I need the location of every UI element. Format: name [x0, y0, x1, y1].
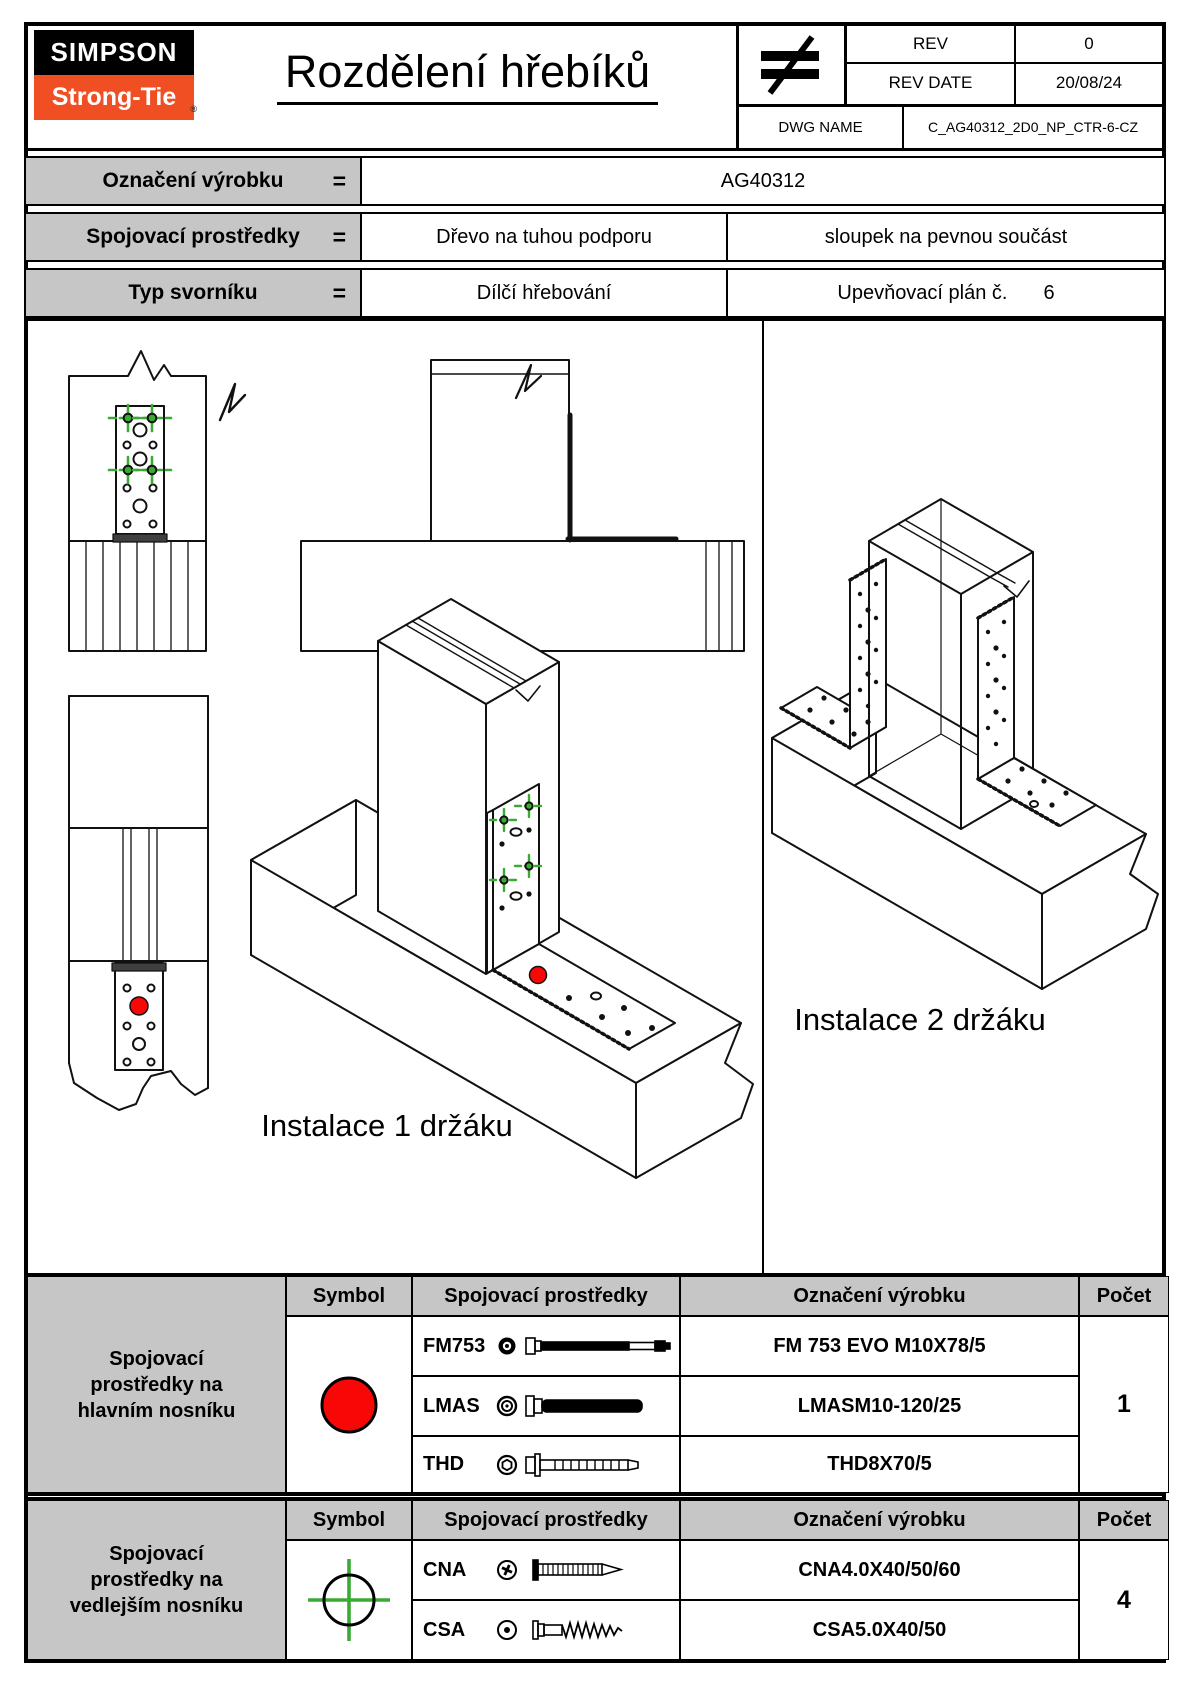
fixing-plan-number: 6 — [1043, 281, 1055, 304]
logo-simpson: SIMPSON — [34, 30, 194, 75]
csa-head-icon — [496, 1619, 518, 1641]
secondary-beam-fastener-table — [24, 1497, 1166, 1663]
info-label: Typ svorníku = — [26, 270, 362, 316]
cna-head-icon — [496, 1559, 518, 1581]
fastener-left-value: Dřevo na tuhou podporu — [362, 214, 728, 260]
rev-date-value: 20/08/24 — [1055, 73, 1123, 92]
main-beam-fastener-table — [24, 1273, 1166, 1496]
break-symbol — [220, 384, 245, 420]
angle-bracket-vertical-flange — [493, 784, 539, 970]
installation-1-label: Instalace 1 držáku — [261, 1108, 513, 1143]
installation-2-label: Instalace 2 držáku — [794, 1002, 1046, 1037]
csa-screw-drawing — [525, 1613, 675, 1647]
sheet-title: Rozdělení hřebíků — [215, 46, 720, 105]
product-cell: LMASM10-120/25 — [680, 1376, 1079, 1436]
column-header-fastener: Spojovací prostředky — [412, 1500, 680, 1540]
red-nail-marker — [530, 967, 547, 984]
count-cell: 4 — [1079, 1540, 1169, 1660]
fastener-right-value: sloupek na pevnou součást — [824, 225, 1068, 248]
not-equal-icon — [754, 30, 828, 100]
right-bracket-vertical-flange — [978, 597, 1014, 779]
table-group-label: Spojovací prostředky na hlavním nosníku — [27, 1276, 286, 1493]
column-header-fastener: Spojovací prostředky — [412, 1276, 680, 1316]
column-header-count: Počet — [1079, 1276, 1169, 1316]
installation-2-drawing — [764, 318, 1166, 1273]
rev-date-label: REV DATE — [888, 73, 973, 92]
fixing-plan-cell: Upevňovací plán č. 6 — [837, 281, 1055, 304]
red-nail-marker — [130, 997, 148, 1015]
logo-strongtie: Strong-Tie ® — [34, 75, 194, 120]
equals-sign: = — [332, 167, 346, 194]
symbol-cell — [286, 1540, 412, 1660]
bolt-type-value: Dílčí hřebování — [362, 270, 728, 316]
registered-mark: ® — [190, 104, 197, 114]
equals-sign: = — [332, 223, 346, 250]
product-code-value: AG40312 — [720, 169, 806, 192]
column-header-symbol: Symbol — [286, 1276, 412, 1316]
fastener-code: LMAS — [423, 1394, 480, 1417]
green-crosshair-circle-icon — [303, 1554, 395, 1646]
info-row-fasteners — [24, 212, 1166, 262]
info-row-bolt-type — [24, 268, 1166, 318]
count-cell: 1 — [1079, 1316, 1169, 1493]
fastener-code: CNA — [423, 1558, 467, 1581]
dwg-name-value: C_AG40312_2D0_NP_CTR-6-CZ — [927, 119, 1139, 135]
column-header-symbol: Symbol — [286, 1500, 412, 1540]
column-header-product: Označení výrobku — [680, 1276, 1079, 1316]
product-cell: FM 753 EVO M10X78/5 — [680, 1316, 1079, 1376]
isometric-view-2 — [772, 499, 1158, 989]
side-view — [301, 360, 744, 651]
dwg-name-label: DWG NAME — [778, 118, 863, 136]
thd-screw-drawing — [525, 1448, 675, 1482]
info-row-product — [24, 156, 1166, 206]
product-cell: CSA5.0X40/50 — [680, 1600, 1079, 1660]
info-label: Označení výrobku = — [26, 158, 362, 204]
fastener-row-thd — [412, 1436, 680, 1493]
column-header-product: Označení výrobku — [680, 1500, 1079, 1540]
thd-head-icon — [496, 1454, 518, 1476]
lmas-head-icon — [496, 1395, 518, 1417]
fastener-code: CSA — [423, 1618, 466, 1641]
fastener-row-fm753 — [412, 1316, 680, 1376]
rev-label: REV — [913, 34, 948, 53]
info-label: Spojovací prostředky = — [26, 214, 362, 260]
fm753-head-icon — [496, 1335, 518, 1357]
simpson-strongtie-logo — [34, 30, 197, 120]
equals-sign: = — [332, 279, 346, 306]
fm753-bolt-drawing — [525, 1329, 675, 1363]
section-view — [69, 696, 208, 1110]
isometric-view-1 — [251, 599, 753, 1178]
header-bottom-border — [24, 148, 1166, 151]
fastener-code: THD — [423, 1453, 465, 1475]
fastener-code: FM753 — [423, 1334, 486, 1357]
fastener-row-lmas — [412, 1376, 680, 1436]
fastener-row-csa — [412, 1600, 680, 1660]
table-group-label: Spojovací prostředky na vedlejším nosníku — [27, 1500, 286, 1660]
lmas-bolt-drawing — [525, 1389, 675, 1423]
front-view — [69, 351, 245, 651]
symbol-cell — [286, 1316, 412, 1493]
product-cell: CNA4.0X40/50/60 — [680, 1540, 1079, 1600]
red-circle-icon — [314, 1370, 384, 1440]
product-cell: THD8X70/5 — [680, 1436, 1079, 1493]
fastener-row-cna — [412, 1540, 680, 1600]
column-header-count: Počet — [1079, 1500, 1169, 1540]
rev-value: 0 — [1084, 34, 1094, 53]
cna-nail-drawing — [525, 1553, 675, 1587]
